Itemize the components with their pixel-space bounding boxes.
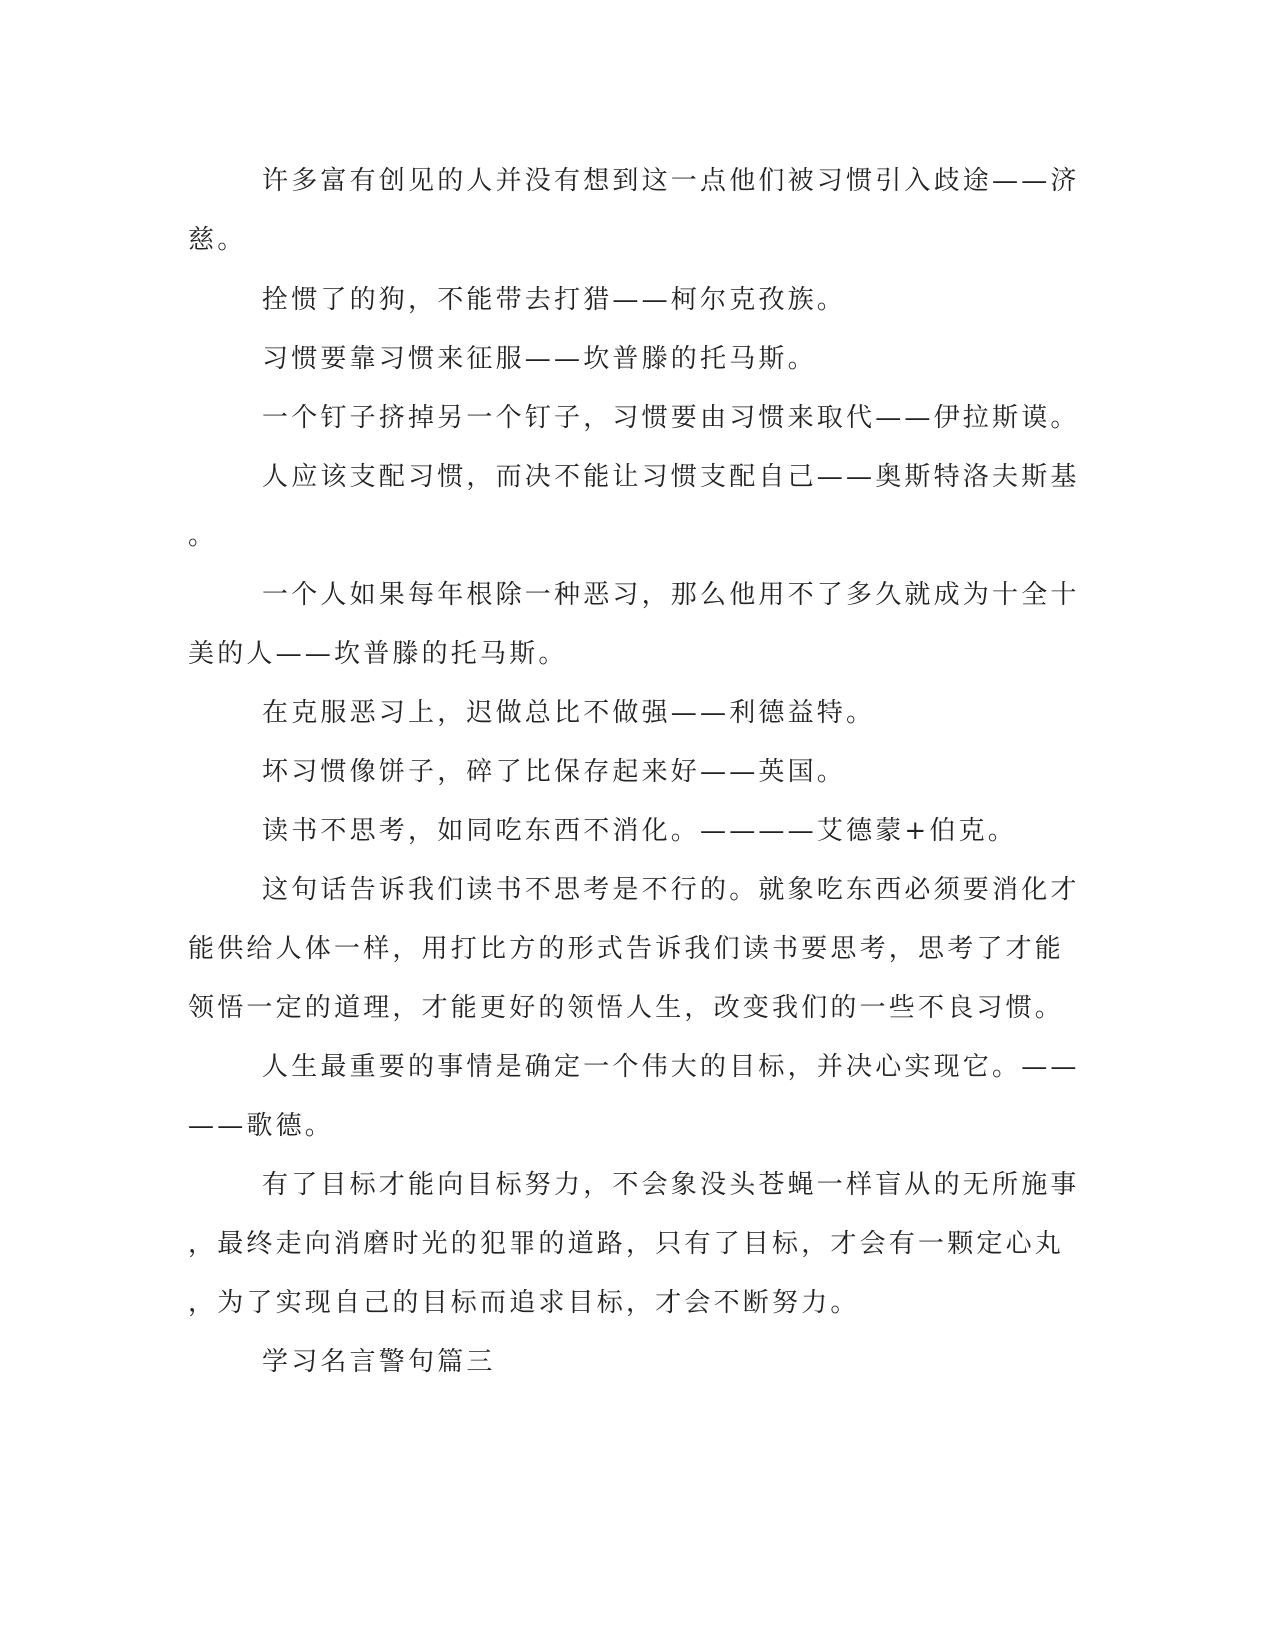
paragraph-line: ，最终走向消磨时光的犯罪的道路，只有了目标，才会有一颗定心丸 [188, 1229, 1065, 1259]
paragraph-line: 习惯要靠习惯来征服——坎普滕的托马斯。 [262, 344, 817, 374]
paragraph-line: 在克服恶习上，迟做总比不做强——利德益特。 [262, 698, 876, 728]
paragraph-line: ——歌德。 [188, 1111, 335, 1141]
paragraph-line: 人生最重要的事情是确定一个伟大的目标，并决心实现它。—— [262, 1052, 1080, 1082]
paragraph-line: 慈。 [188, 225, 247, 255]
section-heading: 学习名言警句篇三 [262, 1347, 496, 1377]
paragraph-line: 。 [188, 521, 218, 551]
paragraph-line: 能供给人体一样，用打比方的形式告诉我们读书要思考，思考了才能 [188, 934, 1065, 964]
paragraph-line: 拴惯了的狗，不能带去打猎——柯尔克孜族。 [262, 285, 847, 315]
paragraph-line: ，为了实现自己的目标而追求目标，才会不断努力。 [188, 1288, 860, 1318]
paragraph-line: 一个钉子挤掉另一个钉子，习惯要由习惯来取代——伊拉斯谟。 [262, 403, 1080, 433]
paragraph-line: 读书不思考，如同吃东西不消化。————艾德蒙+伯克。 [262, 816, 1017, 846]
paragraph-line: 坏习惯像饼子，碎了比保存起来好——英国。 [262, 757, 847, 787]
paragraph-line: 人应该支配习惯，而决不能让习惯支配自己——奥斯特洛夫斯基 [262, 462, 1080, 492]
paragraph-line: 领悟一定的道理，才能更好的领悟人生，改变我们的一些不良习惯。 [188, 993, 1065, 1023]
paragraph-line: 一个人如果每年根除一种恶习，那么他用不了多久就成为十全十 [262, 580, 1080, 610]
paragraph-line: 有了目标才能向目标努力，不会象没头苍蝇一样盲从的无所施事 [262, 1170, 1080, 1200]
paragraph-line: 美的人——坎普滕的托马斯。 [188, 639, 568, 669]
paragraph-line: 这句话告诉我们读书不思考是不行的。就象吃东西必须要消化才 [262, 875, 1080, 905]
paragraph-line: 许多富有创见的人并没有想到这一点他们被习惯引入歧途——济 [262, 166, 1080, 196]
